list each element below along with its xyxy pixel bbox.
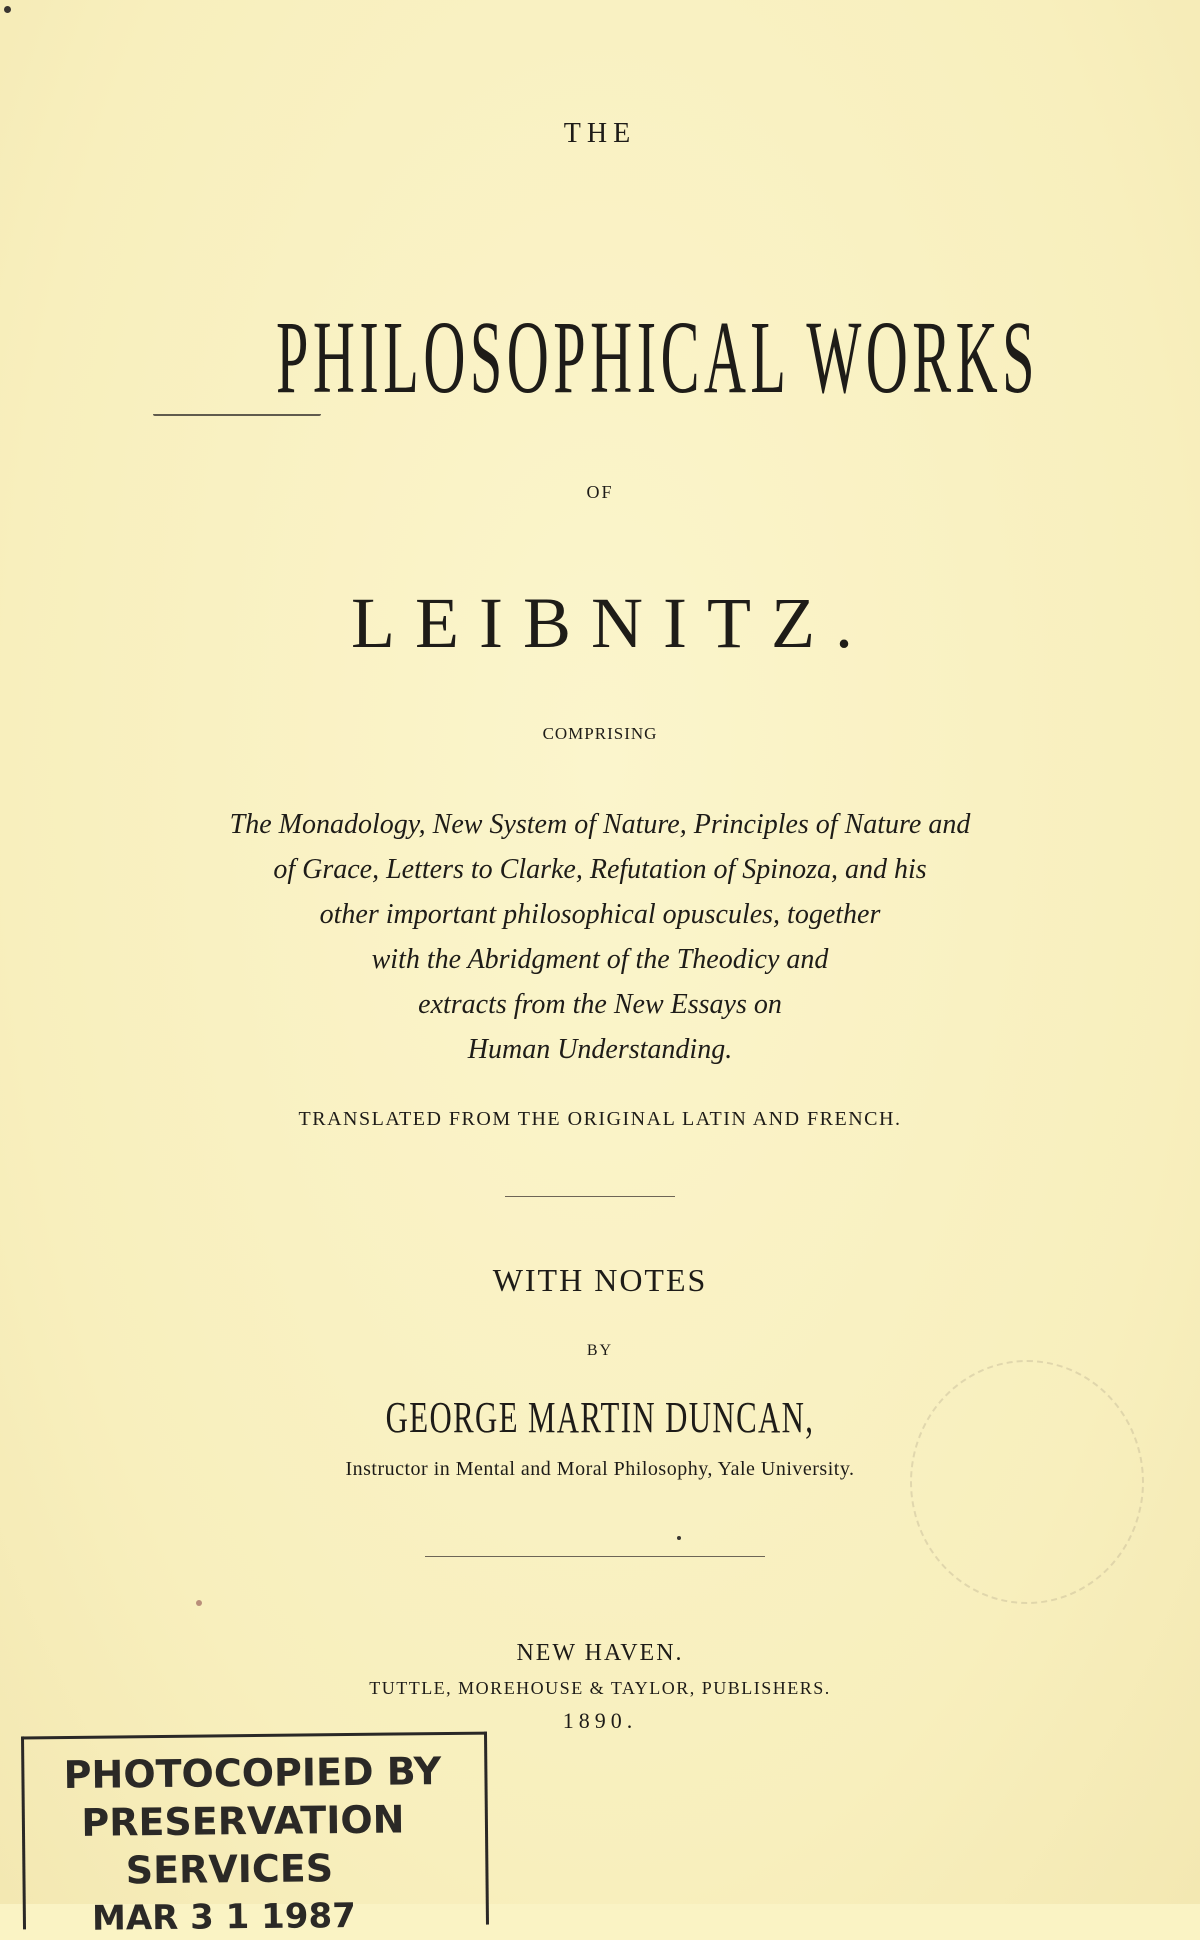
contents-line: Human Understanding. — [467, 1034, 733, 1065]
comprising-label: COMPRISING — [542, 724, 658, 743]
title-article: THE — [563, 118, 637, 149]
publisher-name: TUTTLE, MOREHOUSE & TAYLOR, PUBLISHERS. — [369, 1678, 831, 1698]
contents-line: The Monadology, New System of Nature, Principles of Nature and — [229, 809, 971, 840]
pencil-underline — [153, 410, 321, 416]
publication-place: NEW HAVEN. — [516, 1640, 684, 1666]
stamp-line: SERVICES — [125, 1846, 334, 1893]
by-label: BY — [586, 1342, 614, 1359]
ink-spot — [196, 1600, 202, 1606]
contents-line: other important philosophical opuscules, together — [319, 899, 881, 930]
stamp-line: PHOTOCOPIED BY — [63, 1749, 442, 1797]
with-notes-label: WITH NOTES — [492, 1262, 708, 1298]
contents-description — [100, 802, 1100, 1072]
contents-line: of Grace, Letters to Clarke, Refutation of Spinoza, and his — [273, 854, 927, 885]
author-name: LEIBNITZ. — [351, 583, 873, 663]
book-title: PHILOSOPHICAL WORKS — [276, 300, 1040, 415]
editor-name: GEORGE MARTIN DUNCAN, — [385, 1393, 815, 1442]
translation-note: TRANSLATED FROM THE ORIGINAL LATIN AND FRENCH. — [298, 1108, 902, 1130]
contents-line: extracts from the New Essays on — [418, 989, 782, 1020]
embossed-seal — [910, 1360, 1144, 1604]
publication-year: 1890. — [562, 1708, 638, 1733]
ink-dot — [677, 1536, 681, 1540]
editor-affiliation: Instructor in Mental and Moral Philosophy, Yale University. — [345, 1458, 855, 1480]
stamp-date: MAR 3 1 1987 — [91, 1895, 357, 1939]
contents-line: with the Abridgment of the Theodicy and — [371, 944, 829, 975]
corner-dot — [4, 6, 11, 13]
preservation-stamp — [21, 1732, 489, 1939]
title-of: OF — [586, 482, 614, 502]
divider-rule — [505, 1196, 675, 1197]
stamp-line: PRESERVATION — [81, 1797, 405, 1845]
divider-rule — [425, 1556, 765, 1557]
